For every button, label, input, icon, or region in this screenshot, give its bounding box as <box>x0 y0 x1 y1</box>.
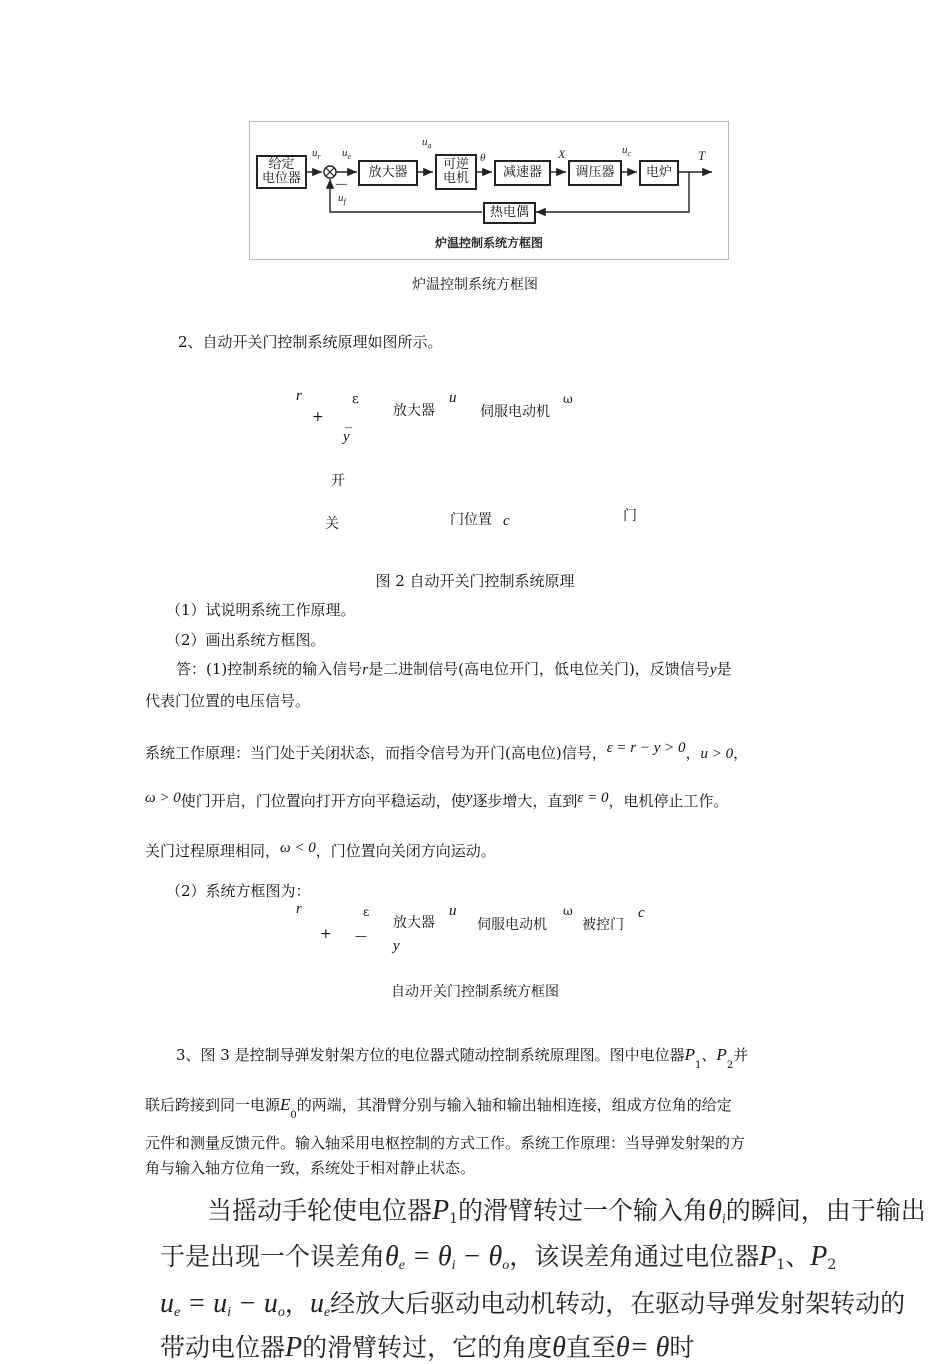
diag-door: 门 <box>623 508 637 524</box>
q3-line-1: 3、图 3 是控制导弹发射架方位的电位器式随动控制系统原理图。图中电位器$P_1$、$P_2$并 <box>176 1045 749 1071</box>
d2-plus: + <box>320 926 332 942</box>
motor-label: 可逆 电机 <box>442 157 469 186</box>
thermocouple-label: 热电偶 <box>489 205 529 220</box>
figure2-caption: 图 2 自动开关门控制系统原理 <box>375 572 575 590</box>
setter-label: 给定 电位器 <box>261 157 301 186</box>
diag-eps: ε <box>352 392 359 407</box>
zoom-line-3: $u_e = u_i - u_o$，$u_e$经放大后驱动电动机转动，在驱动导弹发射架转动的 <box>160 1288 906 1320</box>
reducer-block <box>494 160 551 186</box>
q3-line-2: 联后跨接到同一电源$E_0$的两端，其滑臂分别与输入轴和输出轴相连接，组成方位角的给定 <box>145 1095 732 1121</box>
zoom-line-1: 当摇动手轮使电位器$P_1$的滑臂转过一个输入角$\theta_i$的瞬间，由于输出 <box>207 1195 926 1227</box>
diag-y: y <box>343 429 350 445</box>
figure1-inner-caption: 炉温控制系统方框图 <box>434 236 543 250</box>
principle-line-3: 关门过程原理相同，ω < 0，门位置向关闭方向运动。 <box>145 840 496 860</box>
d2-r: r <box>296 901 302 917</box>
q2-sub2: （2）画出系统方框图。 <box>166 631 326 649</box>
d2-eps: ε <box>363 905 370 919</box>
q3-line-4: 角与输入轴方位角一致，系统处于相对静止状态。 <box>145 1159 476 1177</box>
q2-heading: 2、自动开关门控制系统原理如图所示。 <box>178 333 443 351</box>
reversible-motor-block <box>435 154 477 190</box>
furnace-block-diagram <box>249 121 729 260</box>
d2-y: y <box>393 938 400 954</box>
q3-line-3: 元件和测量反馈元件。输入轴采用电枢控制的方式工作。系统工作原理：当导弹发射架的方 <box>145 1134 746 1152</box>
d2-u: u <box>449 903 457 919</box>
regulator-label: 调压器 <box>575 165 615 180</box>
d2-omega: ω <box>563 904 573 918</box>
regulator-block <box>568 160 622 186</box>
figure1-caption: 炉温控制系统方框图 <box>412 277 538 293</box>
diag-door-position: 门位置 <box>450 512 492 528</box>
d2-minus: — <box>355 929 367 943</box>
diag-u: u <box>449 390 457 406</box>
figure-door-caption: 自动开关门控制系统方框图 <box>391 984 559 1000</box>
furnace-block <box>639 160 679 186</box>
furnace-label: 电炉 <box>645 165 672 180</box>
amplifier-block <box>358 160 418 186</box>
answer-line-1: 答：(1)控制系统的输入信号r是二进制信号(高电位开门，低电位关门)，反馈信号y是 <box>176 660 732 678</box>
diag-r: r <box>296 388 302 404</box>
setter-potentiometer-block <box>256 155 307 189</box>
signal-uc: $u_c$ <box>622 144 632 159</box>
principle-line-1: 系统工作原理：当门处于关闭状态，而指令信号为开门(高电位)信号，ε = r − y > 0，u > 0， <box>145 740 749 762</box>
diag-kai: 开 <box>331 473 345 489</box>
q2-sub2-answer: （2）系统方框图为： <box>166 882 311 900</box>
diag-motor: 伺服电动机 <box>480 404 550 420</box>
signal-ue: $u_e$ <box>342 147 352 162</box>
amplifier-label: 放大器 <box>368 165 408 180</box>
signal-ur: $u_r$ <box>312 147 321 162</box>
signal-theta: θ <box>480 152 486 164</box>
diag-guan: 关 <box>325 516 339 532</box>
zoom-line-4: 带动电位器P的滑臂转过，它的角度θ直至θ= θ时 <box>160 1332 695 1363</box>
signal-uf: $u_f$ <box>338 192 346 207</box>
zoom-line-2: 于是出现一个误差角$\theta_e = \theta_i - \theta_o$，该误差角通过电位器$P_1$、$P_2$ <box>160 1241 837 1273</box>
d2-c: c <box>638 905 645 921</box>
thermocouple-block <box>483 202 536 224</box>
diag-omega: ω <box>563 392 573 406</box>
diag-amp: 放大器 <box>393 403 435 419</box>
d2-door: 被控门 <box>582 917 624 933</box>
q2-sub1: （1）试说明系统工作原理。 <box>166 601 356 619</box>
principle-line-2: ω > 0使门开启，门位置向打开方向平稳运动，使y逐步增大，直到ε = 0，电机停止工作。 <box>145 790 729 810</box>
diag-c: c <box>503 513 510 529</box>
d2-amp: 放大器 <box>393 915 435 931</box>
diag-plus: + <box>312 409 324 425</box>
answer-line-2: 代表门位置的电压信号。 <box>145 692 311 710</box>
diag-minus: _ <box>345 413 352 429</box>
signal-ua: $u_a$ <box>422 136 432 151</box>
reducer-label: 减速器 <box>502 165 542 180</box>
signal-t: T <box>698 148 706 163</box>
d2-motor: 伺服电动机 <box>477 917 547 933</box>
minus-sign: — <box>336 178 347 190</box>
signal-x: X <box>558 147 566 161</box>
